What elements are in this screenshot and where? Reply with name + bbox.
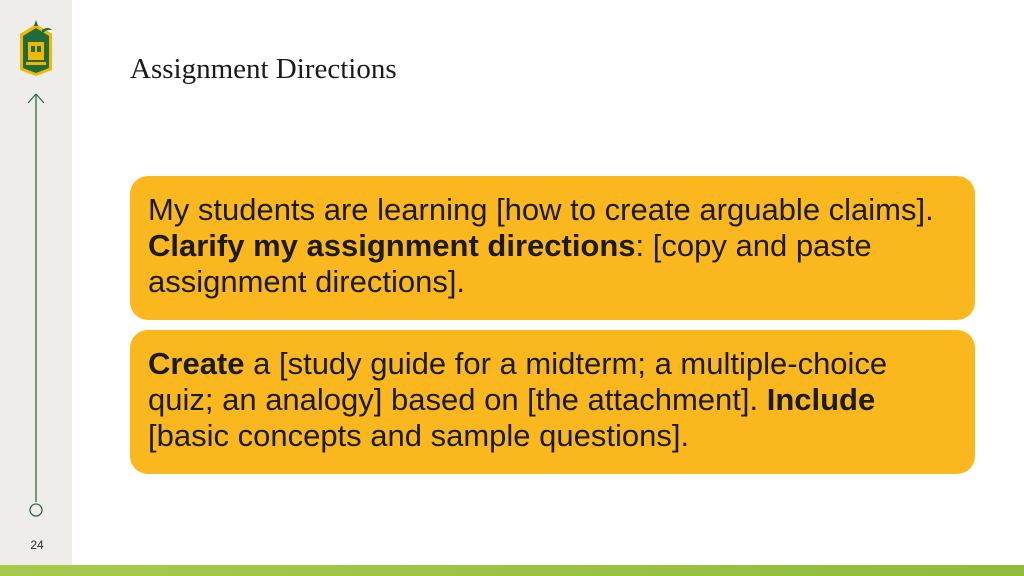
bottom-accent-bar (0, 565, 1024, 576)
prompt-text: [basic concepts and sample questions]. (148, 418, 690, 453)
prompt-text: : [copy and paste assignment directions]. (148, 228, 872, 299)
prompt-keyword: Clarify my assignment directions (148, 228, 636, 263)
prompt-keyword: Include (766, 382, 876, 417)
page-title: Assignment Directions (130, 53, 397, 85)
slide-number: 24 (30, 538, 44, 552)
prompt-box-clarify (130, 176, 975, 320)
circle-end-icon (30, 504, 42, 516)
prompt-box-create (130, 330, 975, 474)
timeline-line (24, 92, 48, 522)
prompt-text: a [study guide for a midterm; a multiple-choice quiz; an analogy] based on [the attachment]. (148, 346, 888, 417)
prompt-text: My students are learning [how to create arguable claims]. (148, 192, 934, 227)
sidebar (0, 0, 72, 565)
university-logo-icon (16, 18, 56, 78)
prompt-keyword: Create (148, 346, 245, 381)
